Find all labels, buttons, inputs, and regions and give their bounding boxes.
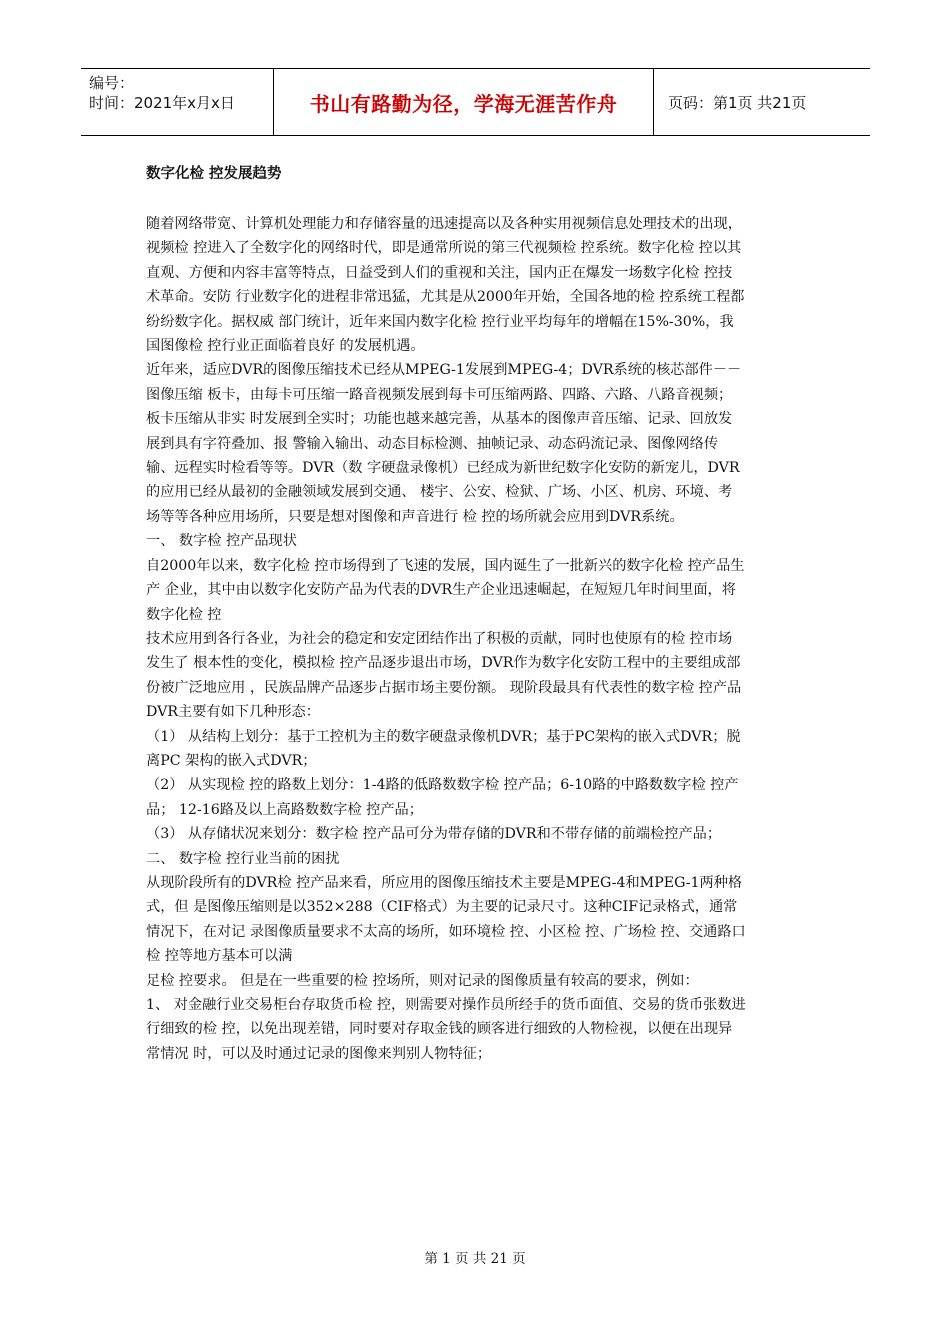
header-meta bbox=[81, 69, 274, 135]
list-item: 1、 对金融行业交易柜台存取货币检 控，则需要对操作员所经手的货币面值、交易的货币张数进 行细致的检 控，以免出现差错，同时要对存取金钱的顾客进行细致的人物检视，以便在出现异常情况 时，可以及时通过记录的图像来判别人物特征； bbox=[146, 997, 746, 1062]
paragraph: 近年来，适应DVR的图像压缩技术已经从MPEG-1发展到MPEG-4；DVR系统的核芯部件－－图像压缩 板卡，由每卡可压缩一路音视频发展到每卡可压缩两路、四路、六路、八路音视频；板卡压缩从非实 时发展到全实时；功能也越来越完善，从基本的图像声音压缩、记录、回放发展到具有字符叠加、报 警输入输出、动态目标检测、抽帧记录、动态码流记录、图像网络传输、远程实时检看等等。DVR（数 字硬盘录像机）已经成为新世纪数字化安防的新宠儿，DVR的应用已经从最初的金融领域发展到交通、 楼宇、公安、检狱、广场、小区、机房、环境、考场等等各种应用场所，只要是想对图像和声音进行 检 控的场所就会应用到DVR系统。 bbox=[146, 362, 742, 525]
section-heading: 二、 数字检 控行业当前的困扰 bbox=[146, 850, 340, 867]
paragraph: 视频检 控进入了全数字化的网络时代，即是通常所说的第三代视频检 控系统。数字化检 控以其直观、方便和内容丰富等特点，日益受到人们的重视和关注，国内正在爆发一场数字化检 控技术革命。安防 行业数字化的进程非常迅猛，尤其是从2000年开始，全国各地的检 控系统工程都纷纷数字化。据权威 部门统计，近年来国内数字化检 控行业平均每年的增幅在15%-30%，我国图像检 控行业正面临着良好 的发展机遇。 bbox=[146, 240, 745, 355]
header-page-info: 页码：第1页 共21页 bbox=[668, 93, 807, 112]
paragraph: 足检 控要求。 但是在一些重要的检 控场所，则对记录的图像质量有较高的要求，例如： bbox=[146, 972, 699, 989]
document-number-label: 编号： bbox=[89, 74, 135, 92]
paragraph: 随着网络带宽、计算机处理能力和存储容量的迅速提高以及各种实用视频信息处理技术的出现， bbox=[146, 216, 742, 232]
list-item: （1） 从结构上划分：基于工控机为主的数字硬盘录像机DVR；基于PC架构的嵌入式DVR；脱离PC 架构的嵌入式DVR； bbox=[146, 728, 741, 769]
list-item: （2） 从实现检 控的路数上划分：1-4路的低路数数字检 控产品；6-10路的中路数数字检 控产品； 12-16路及以上高路数数字检 控产品； bbox=[146, 777, 739, 818]
list-item: （3） 从存储状况来划分：数字检 控产品可分为带存储的DVR和不带存储的前端检控产品； bbox=[146, 826, 722, 843]
document-body bbox=[146, 212, 746, 1066]
section-heading: 一、 数字检 控产品现状 bbox=[146, 533, 297, 550]
header-motto: 书山有路勤为径，学海无涯苦作舟 bbox=[309, 91, 618, 116]
paragraph: 从现阶段所有的DVR检 控产品来看，所应用的图像压缩技术主要是MPEG-4和MPEG-1两种格式，但 是图像压缩则是以352×288（CIF格式）为主要的记录尺寸。这种CIF记录格式，通常情况下，在对记 录图像质量要求不太高的场所，如环境检 控、小区检 控、广场检 控、交通路口检 控等地方基本可以满 bbox=[146, 874, 746, 965]
page-footer: 第 1 页 共 21 页 bbox=[424, 1251, 526, 1267]
document-header bbox=[81, 68, 870, 136]
document-date: 时间：2021年x月x日 bbox=[89, 94, 235, 112]
paragraph: 自2000年以来，数字化检 控市场得到了飞速的发展，国内诞生了一批新兴的数字化检 控产品生产 企业，其中由以数字化安防产品为代表的DVR生产企业迅速崛起，在短短几年时间里面，将数字化检 控 bbox=[146, 557, 745, 623]
header-motto-cell bbox=[274, 69, 654, 135]
document-title: 数字化检 控发展趋势 bbox=[146, 166, 282, 182]
paragraph: 技术应用到各行各业，为社会的稳定和安定团结作出了积极的贡献，同时也使原有的检 控市场发生了 根本性的变化，模拟检 控产品逐步退出市场，DVR作为数字化安防工程中的主要组成部份被广泛地应用 ，民族品牌产品逐步占据市场主要份额。 现阶段最具有代表性的数字检 控产品DVR主要有如下几种形态： bbox=[146, 630, 742, 721]
